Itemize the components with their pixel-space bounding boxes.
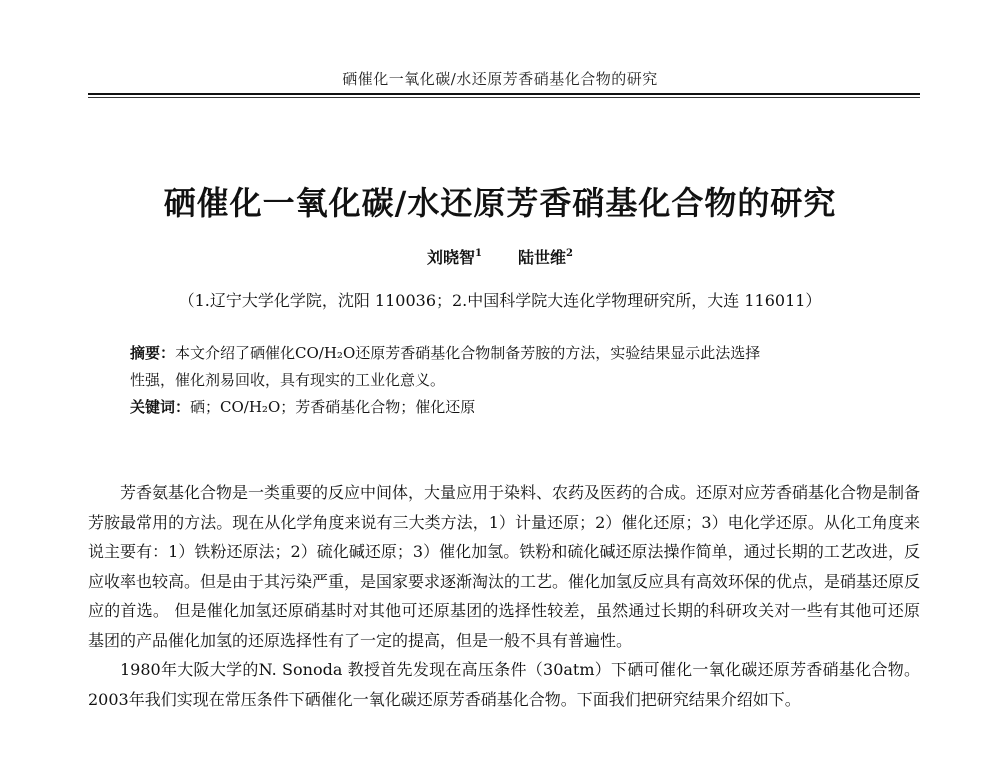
author-affiliation-mark: 2 [566,248,573,259]
author-affiliation-mark: 1 [475,248,482,259]
author-line [0,245,1000,268]
body-paragraph: 1980年大阪大学的N. Sonoda 教授首先发现在高压条件（30atm）下硒可催化一氧化碳还原芳香硝基化合物。2003年我们实现在常压条件下硒催化一氧化碳还原芳香硝基化合物。下面我们把研究结果介绍如下。 [88,660,920,709]
abstract-line: 性强，催化剂易回收，具有现实的工业化意义。 [130,371,446,389]
affiliations: （1.辽宁大学化学院，沈阳 110036；2.中国科学院大连化学物理研究所，大连 116011） [178,291,822,310]
header-rule-thin [88,97,920,98]
body-text [88,478,920,714]
body-paragraph: 芳香氨基化合物是一类重要的反应中间体，大量应用于染料、农药及医药的合成。还原对应芳香硝基化合物是制备芳胺最常用的方法。现在从化学角度来说有三大类方法，1）计量还原；2）催化还原；3）电化学还原。从化工角度来说主要有：1）铁粉还原法；2）硫化碱还原；3）催化加氢。铁粉和硫化碱还原法操作简单，通过长期的工艺改进，反应收率也较高。但是由于其污染严重，是国家要求逐渐淘汰的工艺。催化加氢反应具有高效环保的优点，是硝基还原反应的首选。 但是催化加氢还原硝基时对其他可还原基团的选择性较差，虽然通过长期的科研攻关对一些有其他可还原基团的产品催化加氢的还原选择性有了一定的提高，但是一般不具有普遍性。 [88,483,921,650]
abstract-line [130,340,890,367]
keywords-line [130,394,890,421]
abstract-block [130,340,890,421]
article-title: 硒催化一氧化碳/水还原芳香硝基化合物的研究 [163,184,837,222]
keywords-label: 关键词： [130,398,191,416]
keywords-text: 硒；CO/H₂O；芳香硝基化合物；催化还原 [190,398,476,416]
abstract-label: 摘要： [130,344,176,362]
author-name: 刘晓智 [427,248,476,267]
abstract-text: 本文介绍了硒催化CO/H₂O还原芳香硝基化合物制备芳胺的方法，实验结果显示此法选择 [175,344,761,362]
author-name: 陆世维 [518,248,567,267]
running-header: 硒催化一氧化碳/水还原芳香硝基化合物的研究 [342,70,658,88]
header-rule [88,93,920,95]
